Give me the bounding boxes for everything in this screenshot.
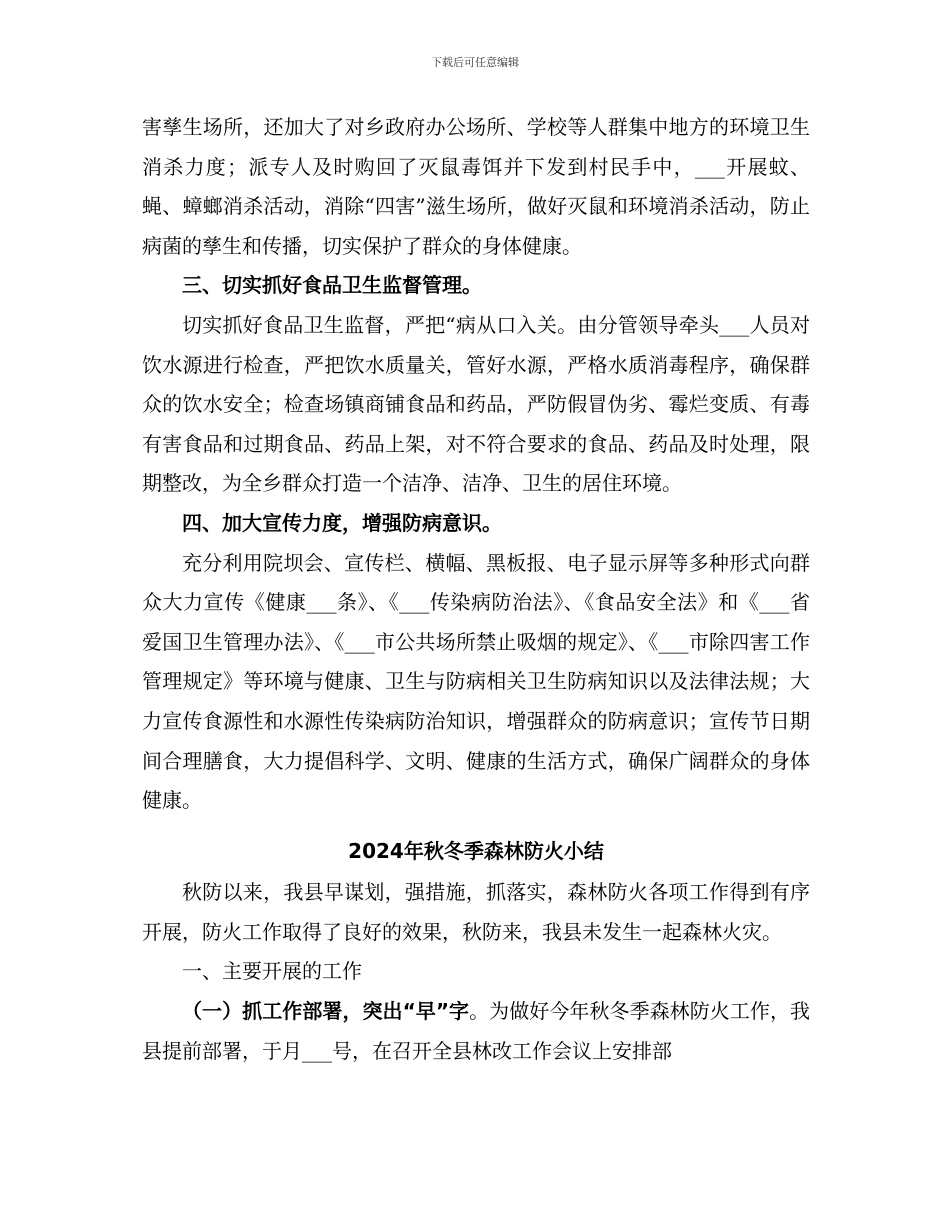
section-heading-publicity: 四、加大宣传力度，增强防病意识。 [182,510,502,535]
section-heading-main-work: 一、主要开展的工作 [182,959,362,984]
section-heading-food-safety: 三、切实抓好食品卫生监督管理。 [182,273,482,298]
paragraph-lead-deployment: （一）抓工作部署，突出“早”字 [182,999,470,1024]
paragraph-text-deployment: 。为做好今年秋冬季森林防火工作，我县提前部署，于月___号，在召开全县林改工作会议上安排部 [142,999,811,1063]
document-title: 2024年秋冬季森林防火小结 [348,838,604,863]
paragraph-intro: 秋防以来，我县早谋划，强措施，抓落实，森林防火各项工作得到有序开展，防火工作取得了良好的效果，秋防来，我县未发生一起森林火灾。 [142,880,810,944]
paragraph-food-safety: 切实抓好食品卫生监督，严把“病从口入关。由分管领导牵头___人员对饮水源进行检查，严把饮水质量关，管好水源，严格水质消毒程序，确保群众的饮水安全；检查场镇商铺食品和药品，严防假冒伪劣、霉烂变质、有毒有害食品和过期食品、药品上架，对不符合要求的食品、药品及时处理，限期整改，为全乡群众打造一个洁净、洁净、卫生的居住环境。 [142,312,810,496]
page-header: 下载后可任意编辑 [431,56,519,69]
paragraph-disinfection: 害孳生场所，还加大了对乡政府办公场所、学校等人群集中地方的环境卫生消杀力度；派专人及时购回了灭鼠毒饵并下发到村民手中，___开展蚊、蝇、蟑螂消杀活动，消除“四害”滋生场所，做好灭鼠和环境消杀活动，防止病菌的孳生和传播，切实保护了群众的身体健康。 [142,115,810,258]
paragraph-work-deployment [142,992,810,1071]
document-body [142,108,810,1071]
paragraph-publicity: 充分利用院坝会、宣传栏、横幅、黑板报、电子显示屏等多种形式向群众大力宣传《健康___条》、《___传染病防治法》、《食品安全法》和《___省爱国卫生管理办法》、《___市公共场所禁止吸烟的规定》、《___市除四害工作管理规定》等环境与健康、卫生与防病相关卫生防病知识以及法律法规；大力宣传食源性和水源性传染病防治知识，增强群众的防病意识；宣传节日期间合理膳食，大力提倡科学、文明、健康的生活方式，确保广阔群众的身体健康。 [142,550,810,813]
